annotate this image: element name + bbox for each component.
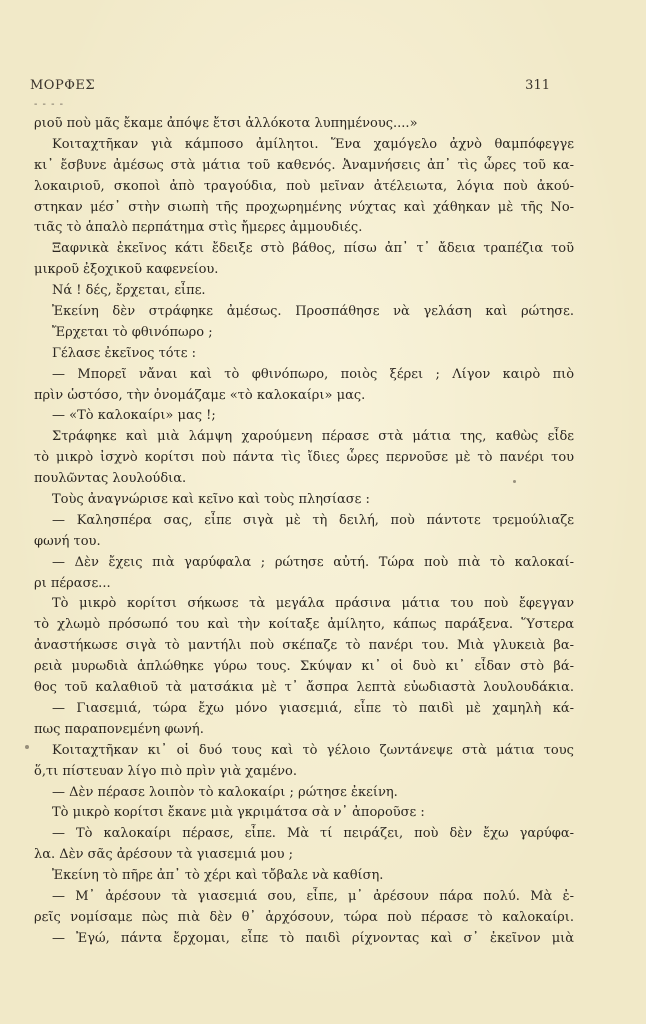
running-title: ΜΟΡΦΕΣ [30, 78, 96, 93]
text-line: — Μ᾽ ἀρέσουν τὰ γιασεμιά σου, εἶπε, μ᾽ ἀρέσουν πάρα πολύ. Μὰ ἐ- [52, 888, 574, 904]
text-line: Ἐκείνη δὲν στράφηκε ἀμέσως. Προσπάθησε νὰ γελάση καὶ ρώτησε. [52, 304, 574, 320]
text-line: — Γιασεμιά, τώρα ἔχω μόνο γιασεμιά, εἶπε τὸ παιδὶ μὲ χαμηλὴ κά- [52, 700, 574, 716]
text-line: Ἔρχεται τὸ φθινόπωρο ; [52, 324, 213, 340]
ink-spot [513, 480, 516, 483]
text-line: — Δὲν ἔχεις πιὰ γαρύφαλα ; ρώτησε αὐτή. Τώρα ποὺ πιὰ τὸ καλοκαί- [52, 554, 574, 570]
text-line: ρι πέρασε... [34, 575, 111, 591]
page-header [30, 78, 550, 98]
text-line: Τὸ μικρὸ κορίτσι ἔκανε μιὰ γκριμάτσα σὰ ν᾽ ἀποροῦσε : [52, 805, 425, 821]
text-line: Κοιταχτῆκαν γιὰ κάμποσο ἀμίλητοι. Ἕνα χαμόγελο ἀχνὸ θαμπόφεγγε [52, 136, 574, 152]
text-line: Στράφηκε καὶ μιὰ λάμψη χαρούμενη πέρασε στὰ μάτια της, καθὼς εἶδε [52, 429, 574, 445]
text-line: κι᾽ ἔσβυνε ἀμέσως στὰ μάτια τοῦ καθενός. Ἀναμνήσεις ἀπ᾽ τὶς ὧρες τοῦ κα- [34, 157, 574, 173]
text-line: Τοὺς ἀναγνώρισε καὶ κεῖνο καὶ τοὺς πλησίασε : [52, 492, 370, 508]
text-line: Τὸ μικρὸ κορίτσι σήκωσε τὰ μεγάλα πράσινα μάτια του ποὺ ἔφεγγαν [52, 596, 574, 612]
text-line: τιᾶς τὸ ἁπαλὸ περπάτημα στὶς ἤμερες ἀμμουδιές. [34, 220, 363, 236]
top-mark: - - - - [34, 99, 65, 110]
text-line: μικροῦ ἐξοχικοῦ καφενείου. [34, 262, 219, 278]
text-line: πουλῶντας λουλούδια. [34, 471, 187, 487]
text-line: στηκαν μέσ᾽ στὴν σιωπὴ τῆς προχωρημένης νύχτας καὶ χάθηκαν μὲ τῆς Νο- [34, 199, 574, 215]
text-line: λοκαιριοῦ, σκοποὶ ἀπὸ τραγούδια, ποὺ μεῖναν ἀτέλειωτα, λόγια ποὺ ἀκού- [34, 178, 574, 194]
text-line: ρεῖς νομίσαμε πὼς πιὰ δὲν θ᾽ ἀρχόσουν, τώρα ποὺ πέρασε τὸ καλοκαίρι. [34, 909, 574, 925]
text-line: λα. Δὲν σᾶς ἀρέσουν τὰ γιασεμιά μου ; [34, 847, 294, 863]
text-line: — Καλησπέρα σας, εἶπε σιγὰ μὲ τὴ δειλή, ποὺ πάντοτε τρεμούλιαζε [52, 512, 574, 528]
text-line: τὸ χλωμὸ πρόσωπό του καὶ τὴν κοίταξε ἀμίλητο, κάπως παράξενα. Ὕστερα [34, 617, 574, 633]
text-line: — Ἐγώ, πάντα ἔρχομαι, εἶπε τὸ παιδὶ ρίχνοντας καὶ σ᾽ ἐκεῖνον μιὰ [52, 930, 574, 946]
text-line: ἀναστήκωσε σιγὰ τὸ μαντήλι ποὺ σκέπαζε τὸ πανέρι του. Μιὰ γλυκειὰ βα- [34, 638, 574, 654]
body-text [34, 114, 574, 950]
text-line: Νά ! δές, ἔρχεται, εἶπε. [52, 283, 206, 299]
text-line: Ἐκείνη τὸ πῆρε ἀπ᾽ τὸ χέρι καὶ τὄβαλε νὰ καθίση. [52, 868, 384, 884]
page-number: 311 [525, 78, 550, 93]
text-line: — Δὲν πέρασε λοιπὸν τὸ καλοκαίρι ; ρώτησε ἐκείνη. [52, 784, 398, 800]
text-line: πρὶν ὡστόσο, τὴν ὀνομάζαμε «τὸ καλοκαίρι» μας. [34, 387, 366, 403]
ink-spot [25, 745, 29, 749]
text-line: Ξαφνικὰ ἐκεῖνος κάτι ἔδειξε στὸ βάθος, πίσω ἀπ᾽ τ᾽ ἄδεια τραπέζια τοῦ [52, 241, 574, 257]
text-line: τὸ μικρὸ ἰσχνὸ κορίτσι ποὺ πάντα τὶς ἴδιες ὧρες περνοῦσε μὲ τὸ πανέρι του [34, 450, 574, 466]
text-line: ὅ,τι πίστευαν λίγο πιὸ πρὶν γιὰ χαμένο. [34, 763, 298, 779]
text-line: πως παραπονεμένη φωνή. [34, 721, 204, 737]
text-line: — Μπορεῖ νἄναι καὶ τὸ φθινόπωρο, ποιὸς ξέρει ; Λίγον καιρὸ πιὸ [52, 366, 574, 382]
text-line: θος τοῦ καλαθιοῦ τὰ ματσάκια μὲ τ᾽ ἄσπρα λεπτὰ εὐωδιαστὰ λουλουδάκια. [34, 680, 574, 696]
text-line: Γέλασε ἐκεῖνος τότε : [52, 345, 197, 361]
text-line: ρειὰ μυρωδιὰ ἁπλώθηκε γύρω τους. Σκύψαν κι᾽ οἱ δυὸ κι᾽ εἶδαν στὸ βά- [34, 659, 574, 675]
text-line: φωνή του. [34, 533, 101, 549]
text-line: — Τὸ καλοκαίρι πέρασε, εἶπε. Μὰ τί πειράζει, ποὺ δὲν ἔχω γαρύφα- [52, 826, 574, 842]
text-line: ριοῦ ποὺ μᾶς ἔκαμε ἀπόψε ἔτσι ἀλλόκοτα λυπημένους....» [34, 116, 418, 131]
text-line: Κοιταχτῆκαν κι᾽ οἱ δυό τους καὶ τὸ γέλοιο ζωντάνεψε στὰ μάτια τους [52, 742, 574, 758]
text-line: — «Τὸ καλοκαίρι» μας !; [52, 408, 216, 424]
